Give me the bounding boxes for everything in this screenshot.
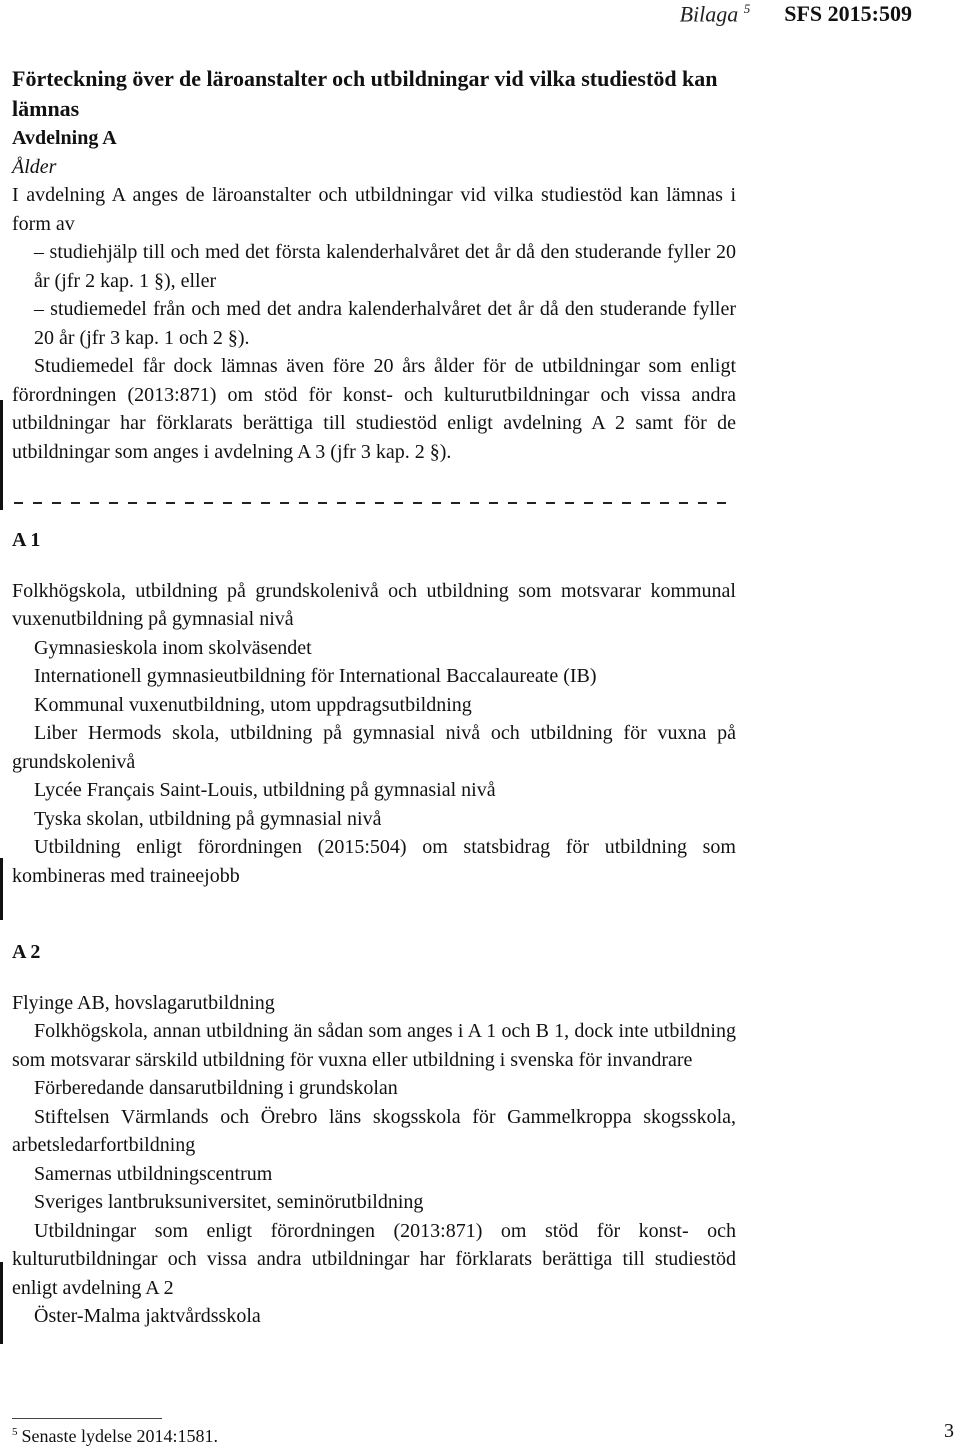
footnote-rule <box>12 1418 162 1419</box>
dashed-divider <box>14 502 732 504</box>
a1-item: Tyska skolan, utbildning på gymnasial nivå <box>34 807 382 830</box>
a2-item: Folkhögskola, annan utbildning än sådan som anges i A 1 och B 1, dock inte utbildning som motsvarar särskild utbildning för vuxna eller utbildning i svenska för invandrare <box>12 1020 736 1071</box>
footnote-mark: 5 <box>12 1426 18 1438</box>
footnote <box>12 1420 218 1448</box>
change-bar <box>0 1262 3 1344</box>
a2-item: Stiftelsen Värmlands och Örebro läns skogsskola för Gammelkroppa skogsskola, arbetsledarfortbildning <box>12 1105 736 1156</box>
document-body <box>12 64 736 1331</box>
intro-paragraph: Studiemedel får dock lämnas även före 20 års ålder för de utbildningar som enligt förordningen (2013:871) om stöd för konst- och kulturutbildningar och vissa andra utbildningar har förklarats berättiga till studiestöd enligt avdelning A 2 samt för de utbildningar som anges i avdelning A 3 (jfr 3 kap. 2 §). <box>12 355 736 463</box>
a2-item: Flyinge AB, hovslagarutbildning <box>12 991 275 1014</box>
a1-item: Gymnasieskola inom skolväsendet <box>34 636 312 659</box>
change-bar <box>0 400 3 510</box>
page-number: 3 <box>944 1420 954 1442</box>
a1-item: Internationell gymnasieutbildning för International Baccalaureate (IB) <box>34 665 597 687</box>
a2-item: Samernas utbildningscentrum <box>34 1162 273 1185</box>
change-bar <box>0 858 3 920</box>
a2-heading: A 2 <box>12 941 41 963</box>
a2-item: Öster-Malma jaktvårdsskola <box>34 1305 261 1327</box>
bilaga-label: Bilaga $^5$ <box>679 0 751 27</box>
a2-item: Sveriges lantbruksuniversitet, seminörutbildning <box>34 1191 424 1213</box>
a2-item: Förberedande dansarutbildning i grundskolan <box>34 1077 398 1099</box>
a1-item: Folkhögskola, utbildning på grundskolenivå och utbildning som motsvarar kommunal vuxenutbildning på gymnasial nivå <box>12 579 736 630</box>
page-title: Förteckning över de läroanstalter och utbildningar vid vilka studiestöd kan lämnas <box>12 66 718 121</box>
footnote-text: Senaste lydelse 2014:1581. <box>21 1426 218 1446</box>
a1-item: Kommunal vuxenutbildning, utom uppdragsutbildning <box>34 693 472 716</box>
a1-item: Utbildning enligt förordningen (2015:504) om statsbidrag för utbildning som kombineras med traineejobb <box>12 836 736 887</box>
page-header <box>680 0 912 28</box>
sfs-number: SFS 2015:509 <box>784 1 912 26</box>
intro-dash-item: – studiehjälp till och med det första kalenderhalvåret det år då den studerande fyller 20 år (jfr 2 kap. 1 §), eller <box>34 241 736 292</box>
section-heading: Avdelning A <box>12 127 117 149</box>
intro-paragraph: I avdelning A anges de läroanstalter och utbildningar vid vilka studiestöd kan lämnas i form av <box>12 184 736 235</box>
intro-dash-item: – studiemedel från och med det andra kalenderhalvåret det år då den studerande fyller 20 år (jfr 3 kap. 1 och 2 §). <box>34 298 736 349</box>
subsection-heading: Ålder <box>12 155 57 178</box>
a1-item: Lycée Français Saint-Louis, utbildning på gymnasial nivå <box>34 779 496 801</box>
a2-item: Utbildningar som enligt förordningen (2013:871) om stöd för konst- och kulturutbildningar och vissa andra utbildningar har förklarats berättiga till studiestöd enligt avdelning A 2 <box>12 1219 736 1299</box>
a1-heading: A 1 <box>12 529 41 551</box>
a1-item: Liber Hermods skola, utbildning på gymnasial nivå och utbildning för vuxna på grundskolenivå <box>12 722 736 773</box>
